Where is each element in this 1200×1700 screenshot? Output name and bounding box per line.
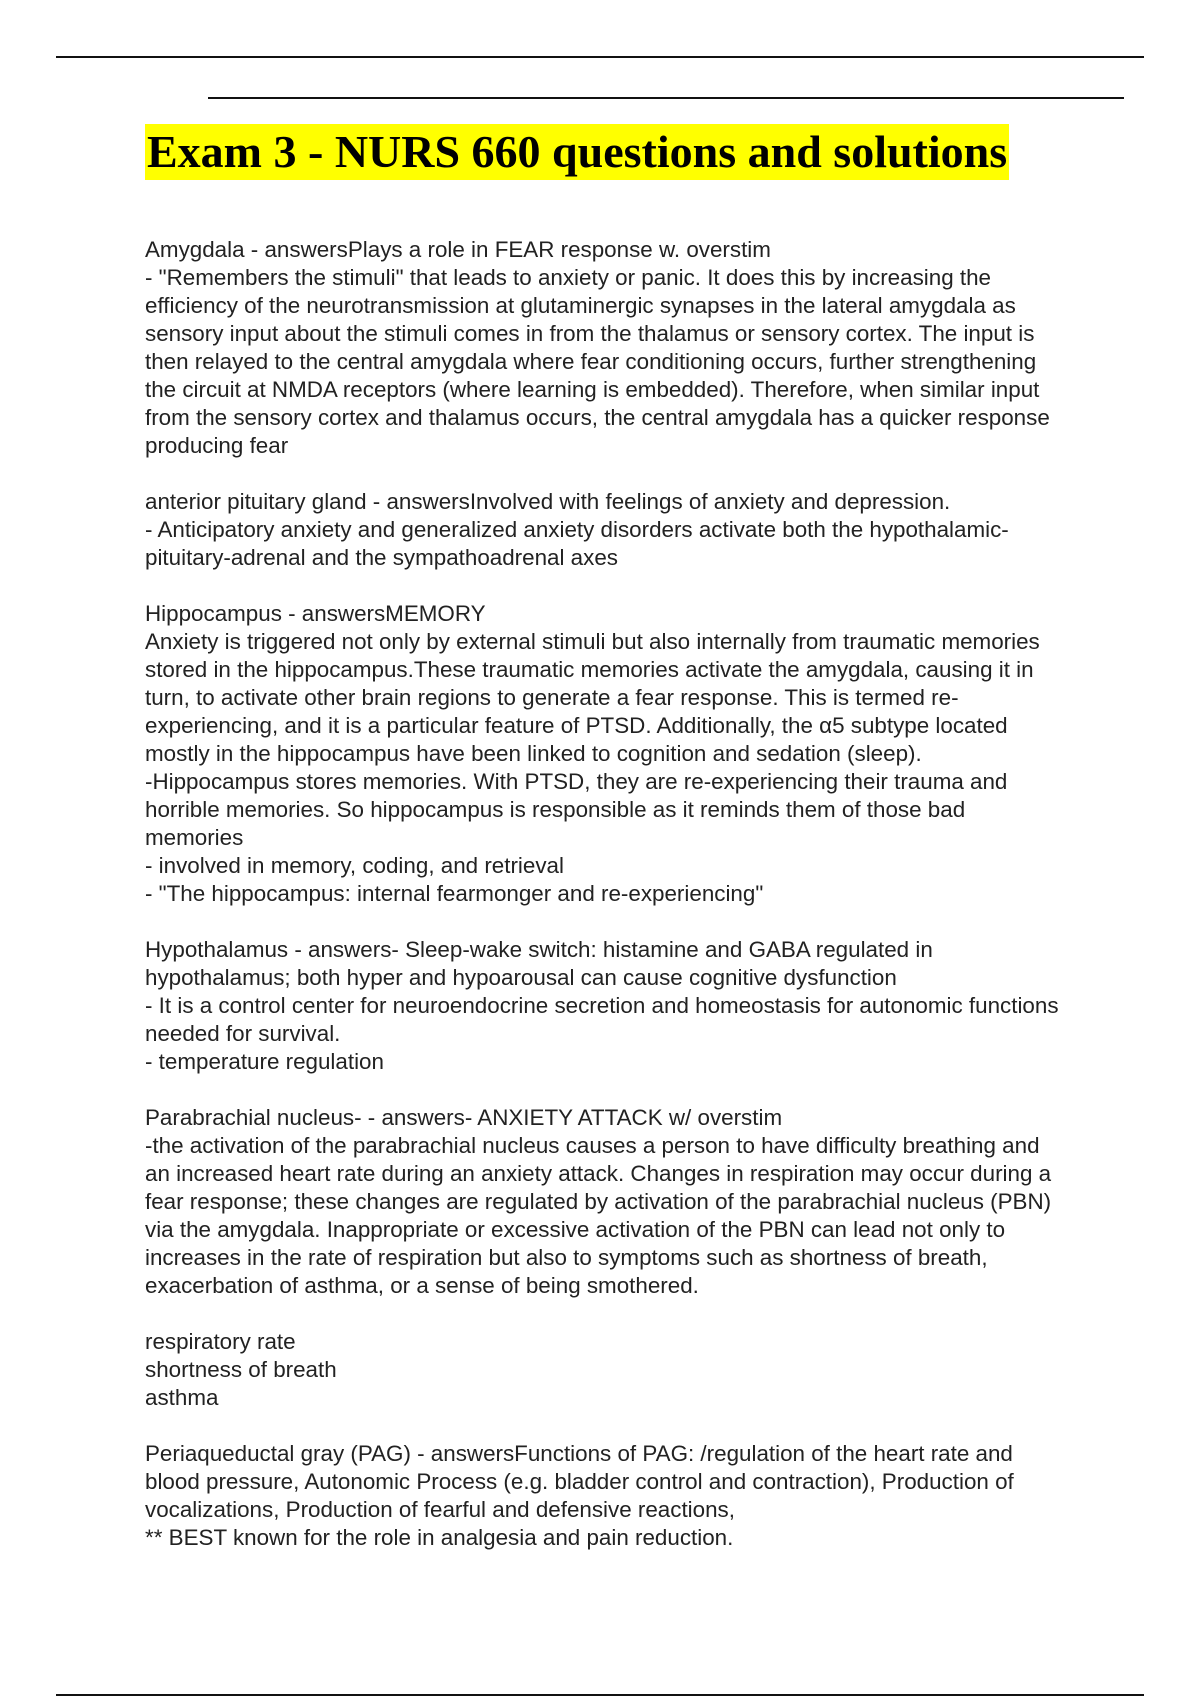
text-line: blood pressure, Autonomic Process (e.g. bladder control and contraction), Production of — [145, 1469, 1014, 1494]
text-line: horrible memories. So hippocampus is responsible as it reminds them of those bad — [145, 797, 966, 822]
text-line: Anxiety is triggered not only by external stimuli but also internally from traumatic memories — [145, 629, 1040, 654]
text-line: hypothalamus; both hyper and hypoarousal can cause cognitive dysfunction — [145, 965, 897, 990]
text-line: vocalizations, Production of fearful and defensive reactions, — [145, 1497, 735, 1522]
text-line: - temperature regulation — [145, 1049, 384, 1074]
text-line: - "Remembers the stimuli" that leads to anxiety or panic. It does this by increasing the — [145, 265, 991, 290]
text-line: turn, to activate other brain regions to generate a fear response. This is termed re- — [145, 685, 959, 710]
text-line: then relayed to the central amygdala where fear conditioning occurs, further strengthening — [145, 349, 1037, 374]
text-line: exacerbation of asthma, or a sense of being smothered. — [145, 1273, 699, 1298]
entry-amygdala — [145, 236, 1130, 460]
text-line: memories — [145, 825, 244, 850]
entry-parabrachial-nucleus — [145, 1104, 1130, 1300]
entry-anterior-pituitary — [145, 488, 1130, 572]
text-line: -Hippocampus stores memories. With PTSD, they are re-experiencing their trauma and — [145, 769, 1008, 794]
text-line: stored in the hippocampus.These traumatic memories activate the amygdala, causing it in — [145, 657, 1034, 682]
entry-periaqueductal-gray — [145, 1440, 1130, 1552]
text-line: ** BEST known for the role in analgesia and pain reduction. — [145, 1525, 734, 1550]
top-divider — [56, 56, 1144, 58]
header-divider — [208, 97, 1124, 99]
text-line: - involved in memory, coding, and retrieval — [145, 853, 564, 878]
text-line: increases in the rate of respiration but also to symptoms such as shortness of breath, — [145, 1245, 988, 1270]
text-line: - It is a control center for neuroendocrine secretion and homeostasis for autonomic functions — [145, 993, 1059, 1018]
text-line: mostly in the hippocampus have been linked to cognition and sedation (sleep). — [145, 741, 922, 766]
entry-hypothalamus — [145, 936, 1130, 1076]
text-line: asthma — [145, 1385, 219, 1410]
text-line: anterior pituitary gland - answersInvolved with feelings of anxiety and depression. — [145, 489, 951, 514]
text-line: via the amygdala. Inappropriate or excessive activation of the PBN can lead not only to — [145, 1217, 1006, 1242]
text-line: experiencing, and it is a particular feature of PTSD. Additionally, the α5 subtype located — [145, 713, 1008, 738]
text-line: respiratory rate — [145, 1329, 296, 1354]
text-line: Parabrachial nucleus- - answers- ANXIETY ATTACK w/ overstim — [145, 1105, 783, 1130]
title-block — [145, 124, 1009, 180]
text-line: Periaqueductal gray (PAG) - answersFunctions of PAG: /regulation of the heart rate and — [145, 1441, 1013, 1466]
entry-hippocampus — [145, 600, 1130, 908]
text-line: producing fear — [145, 433, 289, 458]
text-line: Amygdala - answersPlays a role in FEAR response w. overstim — [145, 237, 771, 262]
text-line: needed for survival. — [145, 1021, 341, 1046]
text-line: an increased heart rate during an anxiety attack. Changes in respiration may occur during a — [145, 1161, 1052, 1186]
bottom-divider — [56, 1694, 1144, 1696]
text-line: pituitary-adrenal and the sympathoadrenal axes — [145, 545, 618, 570]
text-line: Hypothalamus - answers- Sleep-wake switch: histamine and GABA regulated in — [145, 937, 933, 962]
text-line: shortness of breath — [145, 1357, 337, 1382]
text-line: -the activation of the parabrachial nucleus causes a person to have difficulty breathing and — [145, 1133, 1040, 1158]
page-title: Exam 3 - NURS 660 questions and solutions — [145, 124, 1009, 180]
document-body — [145, 236, 1130, 1580]
text-line: the circuit at NMDA receptors (where learning is embedded). Therefore, when similar input — [145, 377, 1040, 402]
text-line: - "The hippocampus: internal fearmonger and re-experiencing" — [145, 881, 764, 906]
text-line: from the sensory cortex and thalamus occurs, the central amygdala has a quicker response — [145, 405, 1050, 430]
text-line: sensory input about the stimuli comes in from the thalamus or sensory cortex. The input is — [145, 321, 1035, 346]
text-line: fear response; these changes are regulated by activation of the parabrachial nucleus (PBN) — [145, 1189, 1052, 1214]
text-line: - Anticipatory anxiety and generalized anxiety disorders activate both the hypothalamic- — [145, 517, 1009, 542]
entry-symptom-list — [145, 1328, 1130, 1412]
text-line: Hippocampus - answersMEMORY — [145, 601, 486, 626]
text-line: efficiency of the neurotransmission at glutaminergic synapses in the lateral amygdala as — [145, 293, 1016, 318]
